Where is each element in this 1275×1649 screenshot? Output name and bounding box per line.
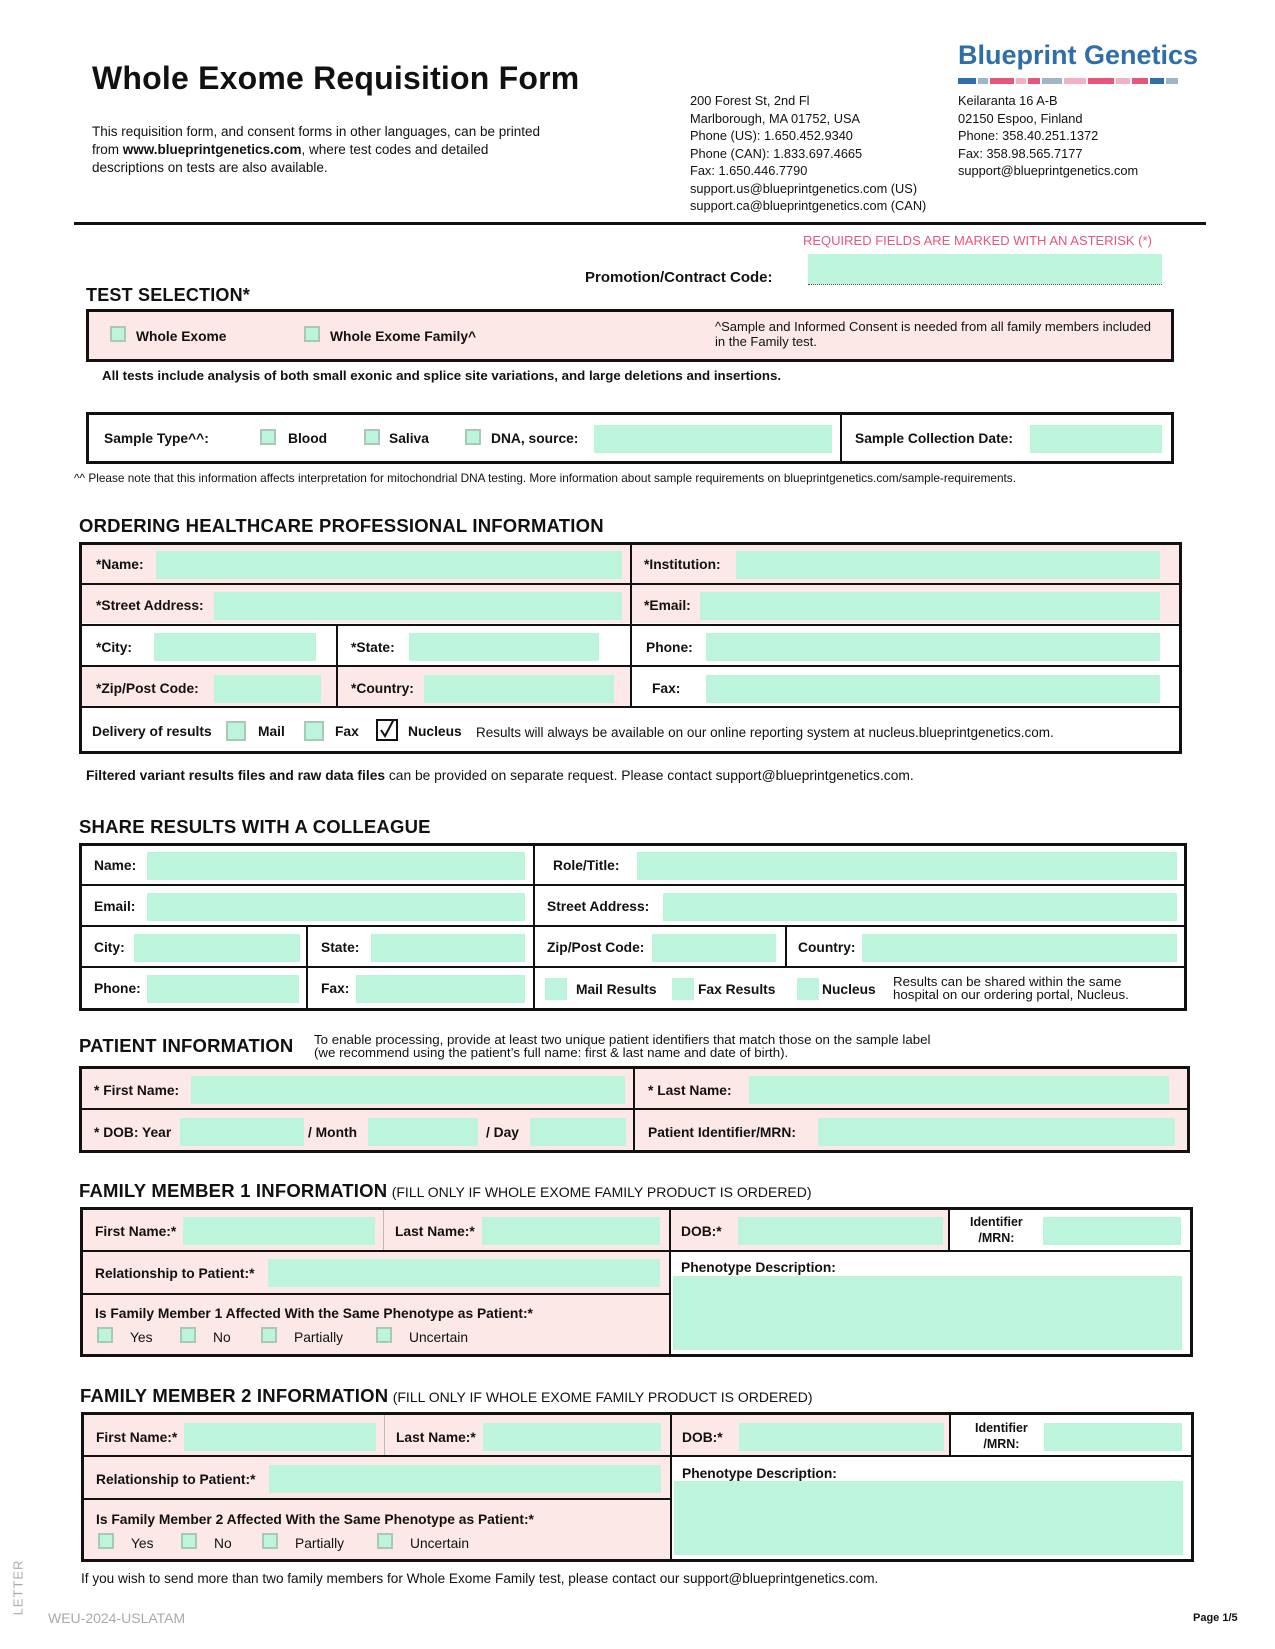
sample-type-label: Sample Type^^: — [104, 431, 209, 446]
saliva-label: Saliva — [389, 431, 429, 446]
family-consent-note: ^Sample and Informed Consent is needed from all family members included in the Family test. — [715, 319, 1152, 349]
sample-note: ^^ Please note that this information affects interpretation for mitochondrial DNA testing. More information about sample requirements on blueprintgenetics.com/sample-requirements. — [74, 471, 1016, 485]
colleague-state-input[interactable] — [371, 934, 525, 962]
hcp-email-input[interactable] — [700, 592, 1160, 620]
family1-first-label: First Name:* — [95, 1224, 177, 1239]
family1-uncertain-checkbox[interactable] — [376, 1327, 392, 1343]
whole-exome-checkbox[interactable] — [110, 326, 126, 342]
col-line — [669, 1210, 671, 1354]
family2-rel-label: Relationship to Patient:* — [96, 1472, 256, 1487]
patient-dob-month-label: / Month — [308, 1125, 358, 1140]
colleague-heading: SHARE RESULTS WITH A COLLEAGUE — [79, 816, 431, 837]
family2-uncertain-checkbox[interactable] — [377, 1533, 393, 1549]
hcp-fax-label: Fax: — [652, 681, 681, 696]
family1-last-input[interactable] — [482, 1217, 660, 1245]
promo-underline — [808, 284, 1162, 285]
whole-exome-label: Whole Exome — [136, 329, 227, 344]
hcp-zip-input[interactable] — [214, 675, 321, 703]
family2-no-label: No — [214, 1536, 232, 1551]
collection-date-label: Sample Collection Date: — [855, 431, 1013, 446]
family1-partially-label: Partially — [294, 1330, 344, 1345]
filtered-note: Filtered variant results files and raw data files can be provided on separate request. Please contact support@blueprintgenetics.com. — [86, 768, 914, 783]
family2-first-input[interactable] — [184, 1423, 376, 1451]
col-line — [633, 1069, 635, 1150]
ordering-heading: ORDERING HEALTHCARE PROFESSIONAL INFORMATION — [79, 515, 604, 536]
letter-label: LETTER — [10, 1559, 26, 1616]
family1-heading: FAMILY MEMBER 1 INFORMATION (FILL ONLY IF WHOLE EXOME FAMILY PRODUCT IS ORDERED) — [79, 1180, 812, 1201]
col-line — [533, 846, 535, 1008]
fax-delivery-label: Fax — [335, 724, 359, 739]
promo-label: Promotion/Contract Code: — [585, 269, 773, 286]
colleague-zip-label: Zip/Post Code: — [547, 940, 645, 955]
colleague-email-label: Email: — [94, 899, 136, 914]
hcp-institution-label: *Institution: — [644, 557, 721, 572]
family1-yes-checkbox[interactable] — [97, 1327, 113, 1343]
family1-partially-checkbox[interactable] — [261, 1327, 277, 1343]
hcp-name-label: *Name: — [96, 557, 144, 572]
hcp-state-input[interactable] — [409, 633, 599, 661]
hcp-city-label: *City: — [96, 640, 133, 655]
dna-source-input[interactable] — [594, 425, 832, 453]
family1-rel-label: Relationship to Patient:* — [95, 1266, 255, 1281]
colleague-country-input[interactable] — [862, 934, 1177, 962]
colleague-name-input[interactable] — [147, 852, 525, 880]
patient-heading: PATIENT INFORMATION — [79, 1035, 294, 1056]
whole-exome-family-label: Whole Exome Family^ — [330, 329, 477, 344]
colleague-phone-label: Phone: — [94, 981, 141, 996]
col-line — [949, 1415, 951, 1455]
hcp-institution-input[interactable] — [736, 551, 1160, 579]
colleague-state-label: State: — [321, 940, 360, 955]
all-tests-note: All tests include analysis of both small exonic and splice site variations, and large deletions and insertions. — [102, 368, 782, 383]
row-line — [84, 1455, 1191, 1457]
family2-yes-label: Yes — [131, 1536, 154, 1551]
col-line — [336, 626, 338, 706]
colleague-phone-input[interactable] — [147, 975, 299, 1003]
family2-uncertain-label: Uncertain — [410, 1536, 470, 1551]
col-line — [384, 1415, 385, 1455]
stripe-segment — [958, 78, 976, 84]
hcp-email-label: *Email: — [644, 598, 691, 613]
row-line — [82, 966, 1184, 968]
intro-text: This requisition form, and consent forms in other languages, can be printed from www.blueprintgenetics.com, where test codes and detailed descriptions on tests are also available. — [92, 124, 540, 175]
test-selection-heading: TEST SELECTION* — [86, 285, 251, 305]
family1-pheno-label: Phenotype Description: — [681, 1260, 836, 1275]
patient-dob-day-label: / Day — [486, 1125, 519, 1140]
mail-delivery-checkbox[interactable] — [226, 721, 246, 741]
col-line — [383, 1210, 384, 1250]
hcp-city-input[interactable] — [154, 633, 316, 661]
colleague-fax-input[interactable] — [356, 975, 525, 1003]
family2-yes-checkbox[interactable] — [98, 1533, 114, 1549]
mail-delivery-label: Mail — [258, 724, 285, 739]
patient-dob-year-input[interactable] — [180, 1118, 304, 1146]
family1-uncertain-label: Uncertain — [409, 1330, 469, 1345]
sample-divider — [840, 412, 842, 464]
share-note: Results can be shared within the same hospital on our ordering portal, Nucleus. — [893, 974, 1129, 1002]
family1-dob-input[interactable] — [738, 1217, 943, 1245]
patient-first-input[interactable] — [191, 1076, 625, 1104]
stripe-segment — [1042, 78, 1062, 84]
row-line — [82, 925, 1184, 927]
dna-checkbox[interactable] — [465, 429, 481, 445]
family2-dob-input[interactable] — [739, 1423, 944, 1451]
col-line — [785, 927, 787, 967]
delivery-note: Results will always be available on our online reporting system at nucleus.blueprintgenetics.com. — [476, 725, 1054, 740]
stripe-segment — [1016, 78, 1026, 84]
stripe-segment — [990, 78, 1014, 84]
patient-first-label: * First Name: — [94, 1083, 180, 1098]
row-line — [83, 1293, 669, 1295]
family1-first-input[interactable] — [183, 1217, 375, 1245]
finland-address: Keilaranta 16 A-B 02150 Espoo, Finland Phone: 358.40.251.1372 Fax: 358.98.565.7177 support@blueprintgenetics.com — [958, 93, 1139, 178]
form-code: WEU-2024-USLATAM — [48, 1610, 186, 1626]
colleague-city-label: City: — [94, 940, 125, 955]
mail-results-checkbox[interactable] — [545, 978, 567, 1000]
colleague-city-input[interactable] — [134, 934, 300, 962]
stripe-segment — [1088, 78, 1114, 84]
patient-dob-month-input[interactable] — [368, 1118, 478, 1146]
family2-heading: FAMILY MEMBER 2 INFORMATION (FILL ONLY IF WHOLE EXOME FAMILY PRODUCT IS ORDERED) — [80, 1385, 813, 1406]
col-line — [948, 1210, 950, 1250]
check-mark-icon — [378, 721, 396, 739]
colleague-street-input[interactable] — [663, 893, 1177, 921]
more-members-note: If you wish to send more than two family members for Whole Exome Family test, please contact our support@blueprintgenetics.com. — [81, 1571, 879, 1586]
stripe-segment — [1028, 78, 1040, 84]
form-title: Whole Exome Requisition Form — [92, 60, 580, 96]
family1-last-label: Last Name:* — [395, 1224, 475, 1239]
colleague-zip-input[interactable] — [652, 934, 776, 962]
family1-mrn-label: Identifier /MRN: — [970, 1215, 1023, 1245]
row-line — [82, 706, 1179, 708]
patient-last-input[interactable] — [749, 1076, 1169, 1104]
patient-last-label: * Last Name: — [648, 1083, 732, 1098]
required-note: REQUIRED FIELDS ARE MARKED WITH AN ASTERISK (*) — [803, 233, 1152, 248]
letter-label-wrap — [8, 1560, 32, 1620]
saliva-checkbox[interactable] — [364, 429, 380, 445]
col-line — [630, 545, 632, 706]
hcp-zip-label: *Zip/Post Code: — [96, 681, 199, 696]
row-line — [84, 1498, 670, 1500]
family2-mrn-input[interactable] — [1044, 1423, 1182, 1451]
hcp-country-input[interactable] — [424, 675, 614, 703]
family2-pheno-label: Phenotype Description: — [682, 1466, 837, 1481]
family1-dob-label: DOB:* — [681, 1224, 722, 1239]
col-line — [306, 927, 308, 1008]
stripe-segment — [1132, 78, 1148, 84]
family1-rel-input[interactable] — [268, 1259, 660, 1287]
website-link[interactable]: www.blueprintgenetics.com — [122, 142, 302, 157]
hcp-country-label: *Country: — [351, 681, 414, 696]
nucleus-share-checkbox[interactable] — [797, 978, 819, 1000]
stripe-segment — [978, 78, 988, 84]
blood-label: Blood — [288, 431, 328, 446]
stripe-segment — [1064, 78, 1086, 84]
page-number: Page 1/5 — [1193, 1612, 1238, 1624]
row-line — [82, 884, 1184, 886]
header-divider — [74, 222, 1206, 225]
mail-results-label: Mail Results — [576, 982, 657, 997]
stripe-segment — [1150, 78, 1164, 84]
colleague-country-label: Country: — [798, 940, 856, 955]
brand-stripe — [958, 78, 1198, 84]
family2-pheno-input[interactable] — [674, 1481, 1183, 1555]
family2-dob-label: DOB:* — [682, 1430, 723, 1445]
family1-no-label: No — [213, 1330, 231, 1345]
family2-last-label: Last Name:* — [396, 1430, 476, 1445]
hcp-name-input[interactable] — [156, 551, 622, 579]
blood-checkbox[interactable] — [260, 429, 276, 445]
family1-affected-label: Is Family Member 1 Affected With the Same Phenotype as Patient:* — [95, 1306, 533, 1321]
stripe-segment — [1166, 78, 1178, 84]
patient-note: To enable processing, provide at least two unique patient identifiers that match those on the sample label (we recommend using the patient’s full name: first & last name and date of birth). — [314, 1032, 931, 1060]
us-address: 200 Forest St, 2nd Fl Marlborough, MA 01752, USA Phone (US): 1.650.452.9340 Phone (CAN): 1.833.697.4665 Fax: 1.650.446.7790 support.us@blueprintgenetics.com (US) support.ca@blueprintgenetics.com (CAN) — [690, 93, 927, 213]
nucleus-share-label: Nucleus — [822, 982, 876, 997]
family2-last-input[interactable] — [483, 1423, 661, 1451]
brand-logo: Blueprint Genetics — [958, 40, 1199, 70]
colleague-fax-label: Fax: — [321, 981, 350, 996]
patient-dob-year-label: * DOB: Year — [94, 1125, 172, 1140]
colleague-role-input[interactable] — [637, 852, 1177, 880]
row-line — [83, 1250, 1190, 1252]
patient-mrn-label: Patient Identifier/MRN: — [648, 1125, 796, 1140]
collection-date-input[interactable] — [1030, 425, 1162, 453]
hcp-state-label: *State: — [351, 640, 395, 655]
delivery-label: Delivery of results — [92, 724, 212, 739]
family1-yes-label: Yes — [130, 1330, 153, 1345]
family1-mrn-input[interactable] — [1043, 1217, 1181, 1245]
family2-mrn-label: Identifier /MRN: — [975, 1421, 1028, 1451]
nucleus-delivery-label: Nucleus — [408, 724, 462, 739]
patient-mrn-input[interactable] — [818, 1118, 1175, 1146]
dna-label: DNA, source: — [491, 431, 579, 446]
family2-affected-label: Is Family Member 2 Affected With the Same Phenotype as Patient:* — [96, 1512, 534, 1527]
col-line — [670, 1415, 672, 1559]
colleague-role-label: Role/Title: — [553, 858, 620, 873]
hcp-street-label: *Street Address: — [96, 598, 204, 613]
fax-delivery-checkbox[interactable] — [304, 721, 324, 741]
family2-first-label: First Name:* — [96, 1430, 178, 1445]
family1-no-checkbox[interactable] — [180, 1327, 196, 1343]
hcp-street-input[interactable] — [214, 592, 622, 620]
hcp-fax-input[interactable] — [706, 675, 1160, 703]
stripe-segment — [1116, 78, 1130, 84]
patient-dob-day-input[interactable] — [530, 1118, 626, 1146]
fax-results-label: Fax Results — [698, 982, 776, 997]
family2-no-checkbox[interactable] — [181, 1533, 197, 1549]
family1-pheno-input[interactable] — [673, 1276, 1182, 1350]
fax-results-checkbox[interactable] — [672, 978, 694, 1000]
colleague-street-label: Street Address: — [547, 899, 650, 914]
whole-exome-family-checkbox[interactable] — [304, 326, 320, 342]
family2-partially-label: Partially — [295, 1536, 345, 1551]
promo-code-input[interactable] — [808, 254, 1162, 284]
nucleus-delivery-checkbox[interactable] — [376, 719, 398, 741]
hcp-phone-input[interactable] — [706, 633, 1160, 661]
colleague-name-label: Name: — [94, 858, 137, 873]
family2-rel-input[interactable] — [269, 1465, 661, 1493]
family2-partially-checkbox[interactable] — [262, 1533, 278, 1549]
colleague-email-input[interactable] — [147, 893, 525, 921]
hcp-phone-label: Phone: — [646, 640, 693, 655]
